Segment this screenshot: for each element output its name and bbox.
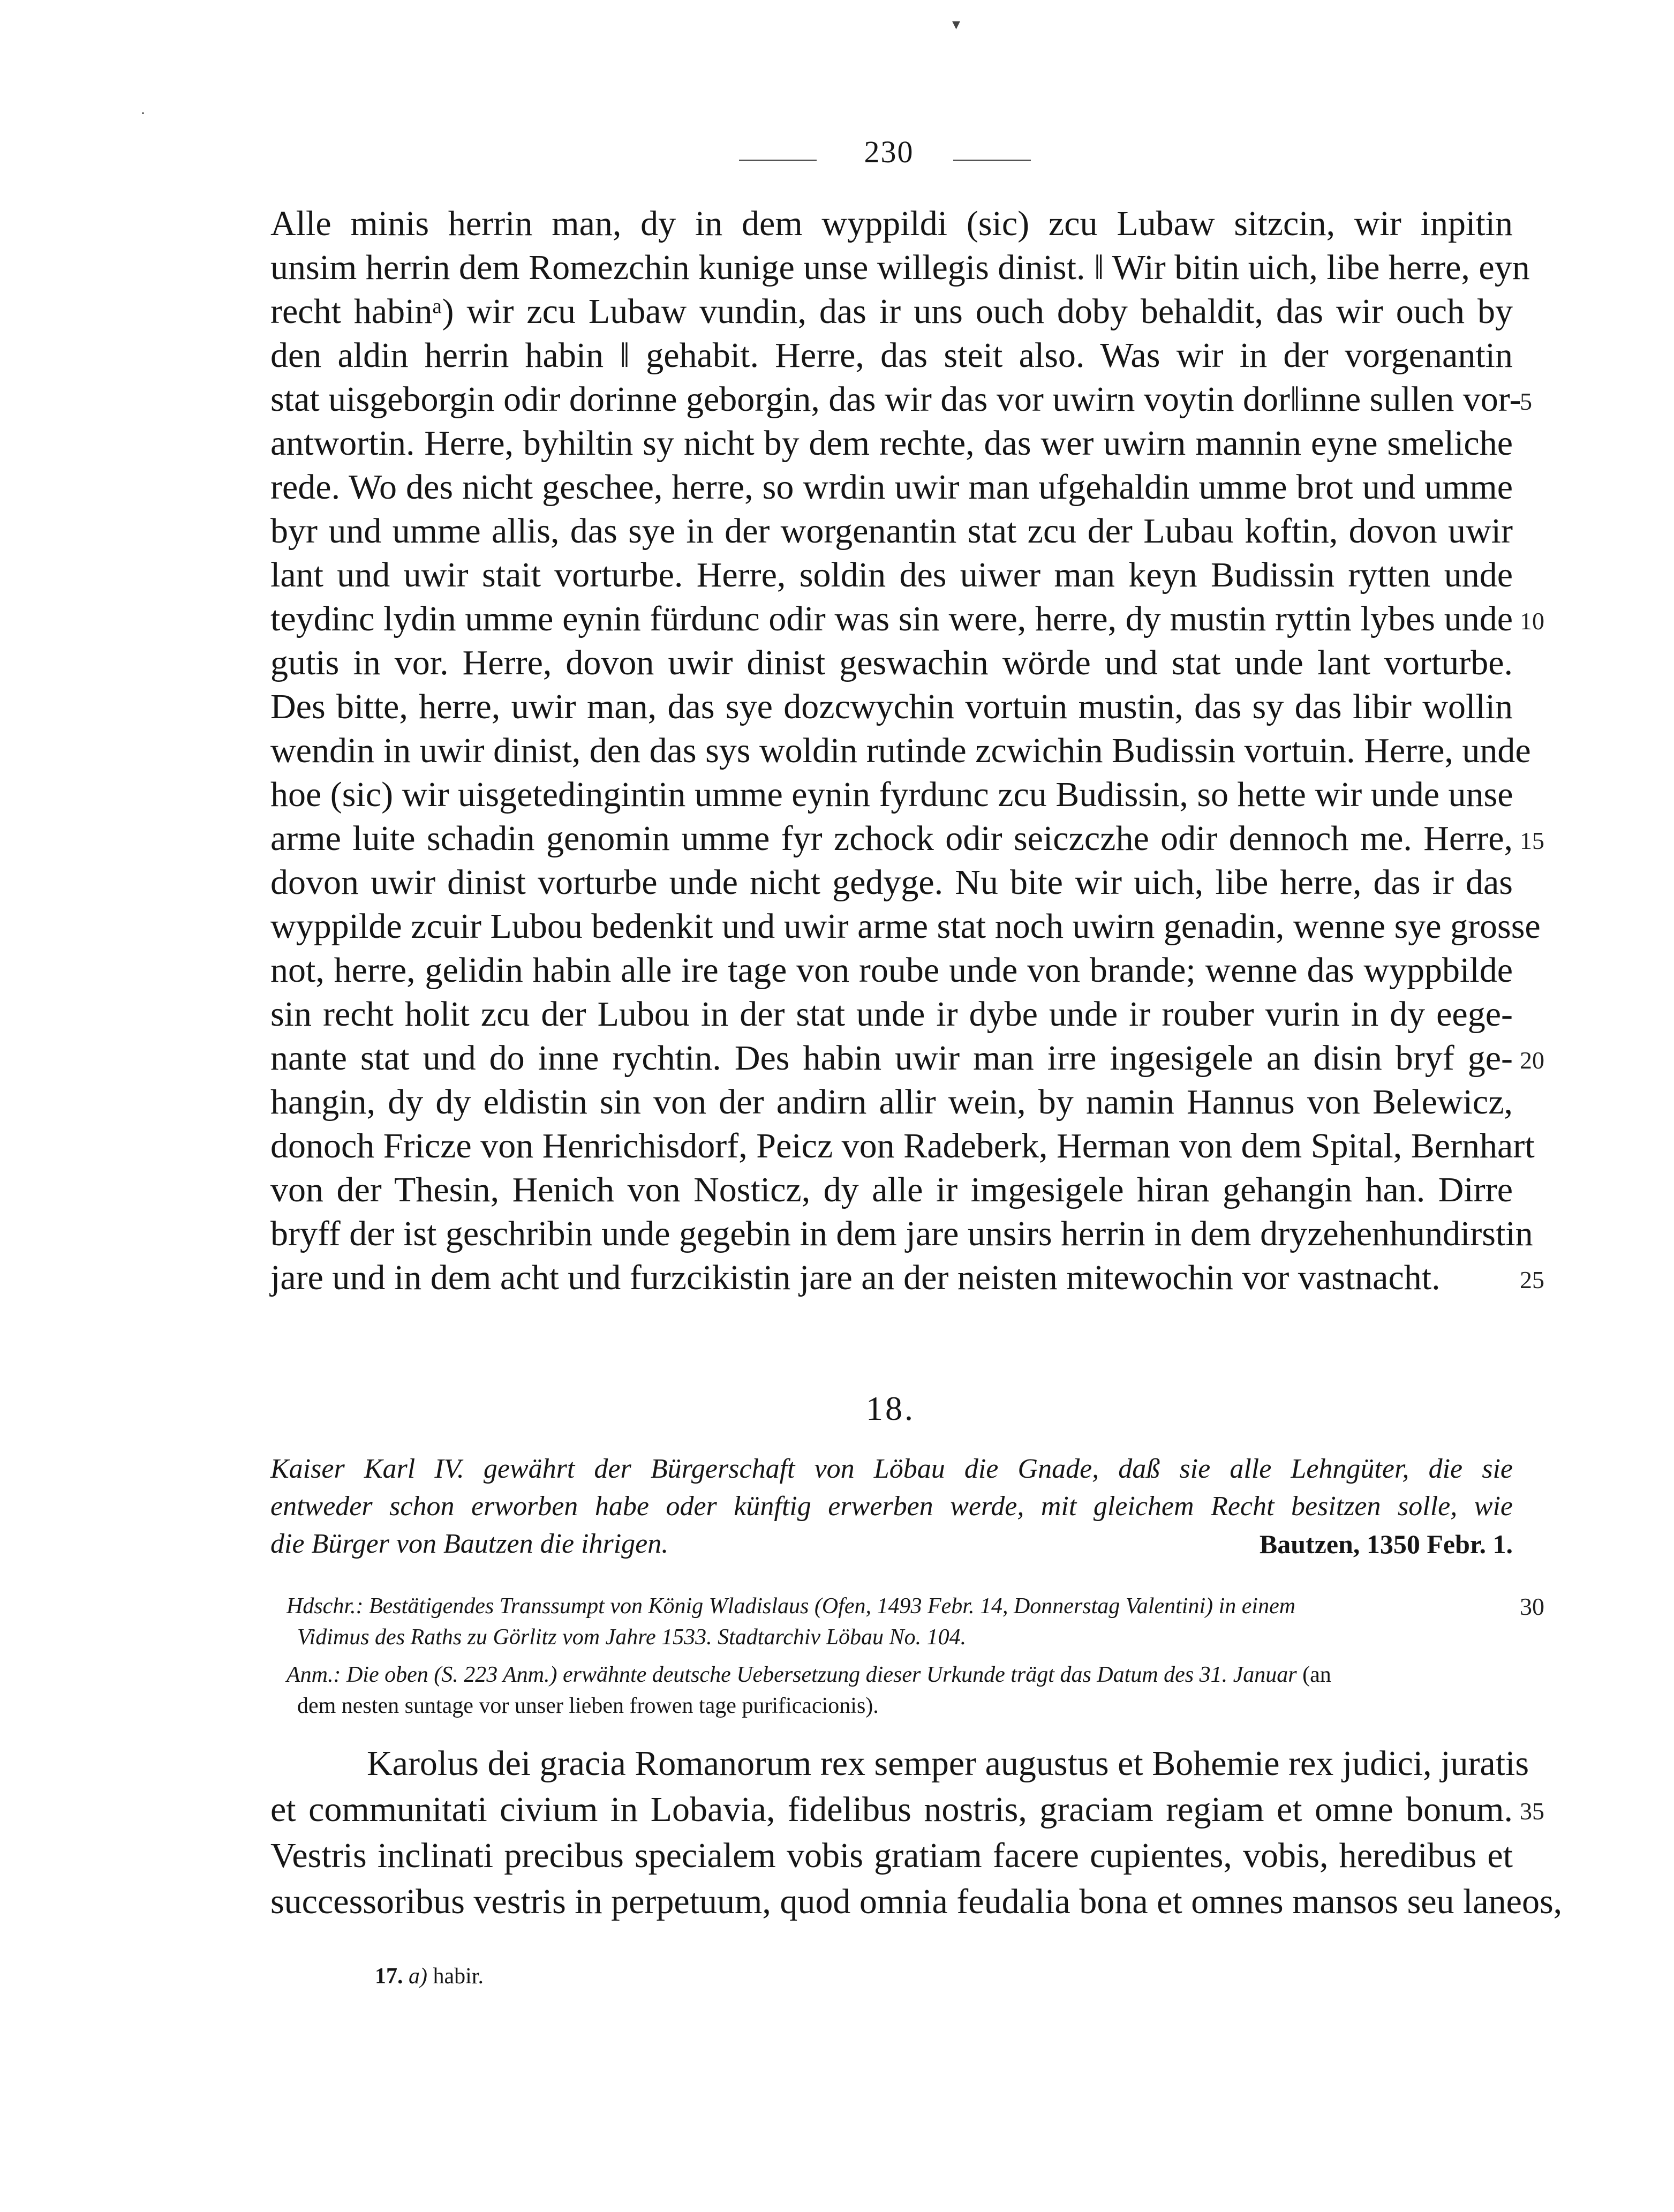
text-line: jare und in dem acht und furzcikistin jare an der neisten mitewochin vor vastnacht. — [270, 1258, 1441, 1297]
line-number — [1520, 512, 1579, 555]
header-rule-right — [953, 160, 1031, 161]
header-rule-left — [739, 160, 817, 161]
regest-text: Kaiser Karl IV. gewährt der Bürgerschaft von Löbau die Gnade, daß sie alle Lehngüter, die sie — [270, 1454, 1513, 1484]
text-line: not, herre, gelidin habin alle ire tage von roube unde von brande; wenne das wyppbilde — [270, 951, 1513, 990]
line-number: 20 — [1520, 1047, 1544, 1074]
body-line: et communitati civium in Lobavia, fidelibus nostris, graciam regiam et omne bonum. — [270, 1790, 1513, 1829]
text-line: donoch Fricze von Henrichisdorf, Peicz von Radeberk, Herman von dem Spital, Bernhart — [270, 1126, 1535, 1165]
line-number: 10 — [1520, 607, 1544, 635]
note-text: Hdschr.: Bestätigendes Transsumpt von König Wladislaus (Ofen, 1493 Febr. 14, Donnerstag Valentini) in einem — [286, 1594, 1296, 1619]
page-header — [739, 134, 1039, 177]
note-line — [286, 1659, 1513, 1690]
line-number — [1520, 1685, 1579, 1728]
line-number — [1520, 468, 1579, 511]
line-number — [1520, 863, 1579, 906]
line-number — [1520, 336, 1579, 379]
line-number — [1520, 688, 1579, 731]
regest-line — [270, 1450, 1513, 1488]
line-number — [1520, 205, 1579, 247]
line-number: 5 — [1520, 388, 1532, 415]
text-line: unsim herrin dem Romezchin kunige unse willegis dinist. ‖ Wir bitin uich, libe herre, eyn — [270, 248, 1530, 287]
text-line: antwortin. Herre, byhiltin sy nicht by dem rechte, das wer uwirn mannin eyne smeliche — [270, 424, 1513, 463]
text-line: Des bitte, herre, uwir man, das sye dozcwychin vortuin mustin, das sy das libir wollin — [270, 687, 1513, 726]
note-suffix: (an — [1302, 1662, 1331, 1687]
text-line: sin recht holit zcu der Lubou in der stat unde ir dybe unde ir rouber vurin in dy eege- — [270, 995, 1513, 1034]
regest-text: entweder schon erworben habe oder künftig erwerben werde, mit gleichem Recht besitzen solle, wie — [270, 1491, 1513, 1522]
line-number — [1520, 995, 1579, 1038]
document-number: 18. — [866, 1389, 915, 1427]
footnote-text: habir. — [433, 1964, 484, 1989]
text-line: stat uisgeborgin odir dorinne geborgin, das wir das vor uwirn voytin dor‖inne sullen vor- — [270, 380, 1521, 419]
regest-line — [270, 1525, 1513, 1563]
text-line: nante stat und do inne rychtin. Des habin uwir man irre ingesigele an disin bryf ge- — [270, 1039, 1513, 1078]
note-line — [297, 1690, 1524, 1721]
regest-text: die Bürger von Bautzen die ihrigen. — [270, 1529, 669, 1559]
line-number: 15 — [1520, 827, 1544, 854]
line-number — [1520, 292, 1579, 335]
note-line — [286, 1591, 1513, 1622]
text-line: gutis in vor. Herre, dovon uwir dinist geswachin wörde und stat unde lant vorturbe. — [270, 643, 1513, 682]
line-number — [1520, 644, 1579, 687]
note-text: Vidimus des Raths zu Görlitz vom Jahre 1533. Stadtarchiv Löbau No. 104. — [297, 1625, 967, 1650]
line-number — [1520, 951, 1579, 994]
line-number — [1520, 1171, 1579, 1214]
line-number — [1520, 1616, 1579, 1659]
line-number — [1520, 556, 1579, 599]
regest-line — [270, 1488, 1513, 1525]
text-line: wendin in uwir dinist, den das sys woldin rutinde zcwichin Budissin vortuin. Herre, unde — [270, 731, 1531, 770]
text-line: arme luite schadin genomin umme fyr zchock odir seiczczhe odir dennoch me. Herre, — [270, 819, 1513, 858]
line-number: 30 — [1520, 1593, 1544, 1620]
body-line: successoribus vestris in perpetuum, quod omnia feudalia bona et omnes mansos seu laneos, — [270, 1882, 1563, 1921]
text-line: dovon uwir dinist vorturbe unde nicht gedyge. Nu bite wir uich, libe herre, das ir das — [270, 863, 1513, 902]
text-line: bryff der ist geschribin unde gegebin in dem jare unsirs herrin in dem dryzehenhundirstin — [270, 1214, 1533, 1253]
text-line: hoe (sic) wir uisgetedingintin umme eynin fyrdunc zcu Budissin, so hette wir unde unse — [270, 775, 1513, 814]
line-number — [1520, 732, 1579, 774]
note-text: Anm.: Die oben (S. 223 Anm.) erwähnte deutsche Uebersetzung dieser Urkunde trägt das Datum des 31. Januar — [286, 1662, 1297, 1687]
line-number — [1520, 249, 1579, 291]
line-number — [1520, 1083, 1579, 1126]
footnote-ref: 17. — [375, 1964, 403, 1989]
text-line: rede. Wo des nicht geschee, herre, so wrdin uwir man ufgehaldin umme brot und umme — [270, 468, 1513, 507]
text-line: hangin, dy dy eldistin sin von der andirn allir wein, by namin Hannus von Belewicz, — [270, 1082, 1513, 1122]
scan-speck: · — [140, 104, 146, 122]
note-text: dem nesten suntage vor unser lieben frowen tage purificacionis). — [297, 1694, 879, 1718]
line-number — [1520, 1127, 1579, 1170]
note-line — [297, 1622, 1524, 1653]
line-number — [1520, 907, 1579, 950]
text-line: Alle minis herrin man, dy in dem wyppildi (sic) zcu Lubaw sitzcin, wir inpitin — [270, 204, 1513, 243]
scan-speck: ▾ — [952, 16, 961, 33]
text-line: lant und uwir stait vorturbe. Herre, soldin des uiwer man keyn Budissin rytten unde — [270, 555, 1513, 595]
line-number — [1520, 1744, 1579, 1787]
place-date: Bautzen, 1350 Febr. 1. — [1259, 1529, 1513, 1559]
line-number — [1520, 1215, 1579, 1258]
line-number — [1520, 424, 1579, 467]
body-line: Karolus dei gracia Romanorum rex semper augustus et Bohemie rex judici, juratis — [367, 1744, 1529, 1783]
text-line: wyppilde zcuir Lubou bedenkit und uwir arme stat noch uwirn genadin, wenne sye grosse — [270, 907, 1541, 946]
line-number: 35 — [1520, 1797, 1544, 1825]
page-number: 230 — [864, 134, 914, 169]
body-line: Vestris inclinati precibus specialem vobis gratiam facere cupientes, vobis, heredibus et — [270, 1836, 1513, 1875]
text-line: teydinc lydin umme eynin fürdunc odir was sin were, herre, dy mustin ryttin lybes unde — [270, 599, 1513, 638]
line-number — [1520, 1836, 1579, 1879]
text-line: byr und umme allis, das sye in der worgenantin stat zcu der Lubau koftin, dovon uwir — [270, 511, 1513, 551]
line-number: 25 — [1520, 1266, 1544, 1293]
text-line: recht habinᵃ) wir zcu Lubaw vundin, das ir uns ouch doby behaldit, das wir ouch by — [270, 292, 1513, 331]
footnote — [375, 1960, 484, 1992]
footnote-marker: a) — [409, 1964, 427, 1989]
line-number — [1520, 776, 1579, 818]
text-line: den aldin herrin habin ‖ gehabit. Herre, das steit also. Was wir in der vorgenantin — [270, 336, 1513, 375]
text-line: von der Thesin, Henich von Nosticz, dy alle ir imgesigele hiran gehangin han. Dirre — [270, 1170, 1513, 1209]
line-number — [1520, 1882, 1579, 1925]
